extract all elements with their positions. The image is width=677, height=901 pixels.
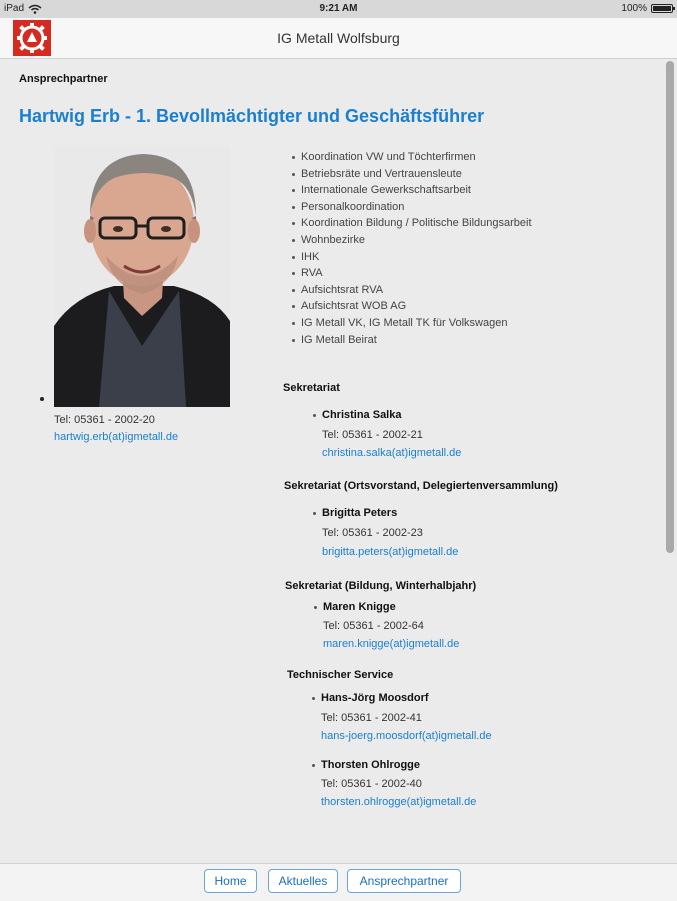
contact-phone: Tel: 05361 - 2002-41 bbox=[321, 712, 422, 724]
contact-name: Hans-Jörg Moosdorf bbox=[321, 692, 429, 704]
bullet-dot bbox=[312, 764, 315, 767]
app-header bbox=[0, 18, 677, 59]
list-item: Aufsichtsrat RVA bbox=[292, 282, 532, 299]
device-label: iPad bbox=[4, 3, 25, 14]
battery-percent: 100% bbox=[621, 3, 647, 14]
section-title-sekretariat: Sekretariat bbox=[283, 382, 340, 394]
list-item: Personalkoordination bbox=[292, 199, 532, 216]
contact-phone: Tel: 05361 - 2002-40 bbox=[321, 778, 422, 790]
app-title: IG Metall Wolfsburg bbox=[277, 30, 400, 46]
contact-phone: Tel: 05361 - 2002-21 bbox=[322, 429, 423, 441]
battery-icon bbox=[651, 4, 673, 13]
scrollbar[interactable] bbox=[666, 61, 674, 553]
bullet-dot bbox=[313, 512, 316, 515]
contact-phone: Tel: 05361 - 2002-64 bbox=[323, 620, 424, 632]
portrait-photo bbox=[54, 146, 230, 407]
responsibilities-list bbox=[292, 149, 532, 348]
bullet-dot bbox=[314, 606, 317, 609]
list-item: Betriebsräte und Vertrauensleute bbox=[292, 166, 532, 183]
list-item: IG Metall Beirat bbox=[292, 332, 532, 349]
contact-name: Thorsten Ohlrogge bbox=[321, 759, 420, 771]
bullet-dot bbox=[40, 397, 44, 401]
list-item: IG Metall VK, IG Metall TK für Volkswagen bbox=[292, 315, 532, 332]
main-contact-email-link[interactable]: hartwig.erb(at)igmetall.de bbox=[54, 431, 179, 443]
contacts-button[interactable]: Ansprechpartner bbox=[347, 869, 461, 893]
list-item: Aufsichtsrat WOB AG bbox=[292, 298, 532, 315]
clock: 9:21 AM bbox=[319, 3, 358, 14]
home-button[interactable]: Home bbox=[204, 869, 257, 893]
list-item: Koordination Bildung / Politische Bildungsarbeit bbox=[292, 215, 532, 232]
contact-name: Maren Knigge bbox=[323, 601, 396, 613]
bottom-toolbar bbox=[0, 863, 677, 901]
news-button[interactable]: Aktuelles bbox=[268, 869, 338, 893]
status-bar bbox=[0, 0, 677, 18]
contact-email-link[interactable]: thorsten.ohlrogge(at)igmetall.de bbox=[321, 796, 477, 808]
section-title-ortsvorstand: Sekretariat (Ortsvorstand, Delegiertenversammlung) bbox=[284, 480, 558, 492]
contact-email-link[interactable]: christina.salka(at)igmetall.de bbox=[322, 447, 462, 459]
contact-email-link[interactable]: brigitta.peters(at)igmetall.de bbox=[322, 546, 459, 558]
contact-email-link[interactable]: hans-joerg.moosdorf(at)igmetall.de bbox=[321, 730, 492, 742]
list-item: Internationale Gewerkschaftsarbeit bbox=[292, 182, 532, 199]
contact-phone: Tel: 05361 - 2002-23 bbox=[322, 527, 423, 539]
contact-name: Christina Salka bbox=[322, 409, 402, 421]
contact-name: Brigitta Peters bbox=[322, 507, 398, 519]
bullet-dot bbox=[312, 697, 315, 700]
section-title-bildung: Sekretariat (Bildung, Winterhalbjahr) bbox=[285, 580, 477, 592]
list-item: RVA bbox=[292, 265, 532, 282]
bullet-dot bbox=[313, 414, 316, 417]
contact-email-link[interactable]: maren.knigge(at)igmetall.de bbox=[323, 638, 460, 650]
section-label: Ansprechpartner bbox=[19, 73, 108, 85]
main-contact-phone: Tel: 05361 - 2002-20 bbox=[54, 414, 155, 426]
content-area[interactable] bbox=[0, 59, 677, 863]
list-item: Koordination VW und Töchterfirmen bbox=[292, 149, 532, 166]
section-title-technischer-service: Technischer Service bbox=[287, 669, 394, 681]
page-title: Hartwig Erb - 1. Bevollmächtigter und Geschäftsführer bbox=[19, 106, 485, 126]
list-item: IHK bbox=[292, 249, 532, 266]
list-item: Wohnbezirke bbox=[292, 232, 532, 249]
